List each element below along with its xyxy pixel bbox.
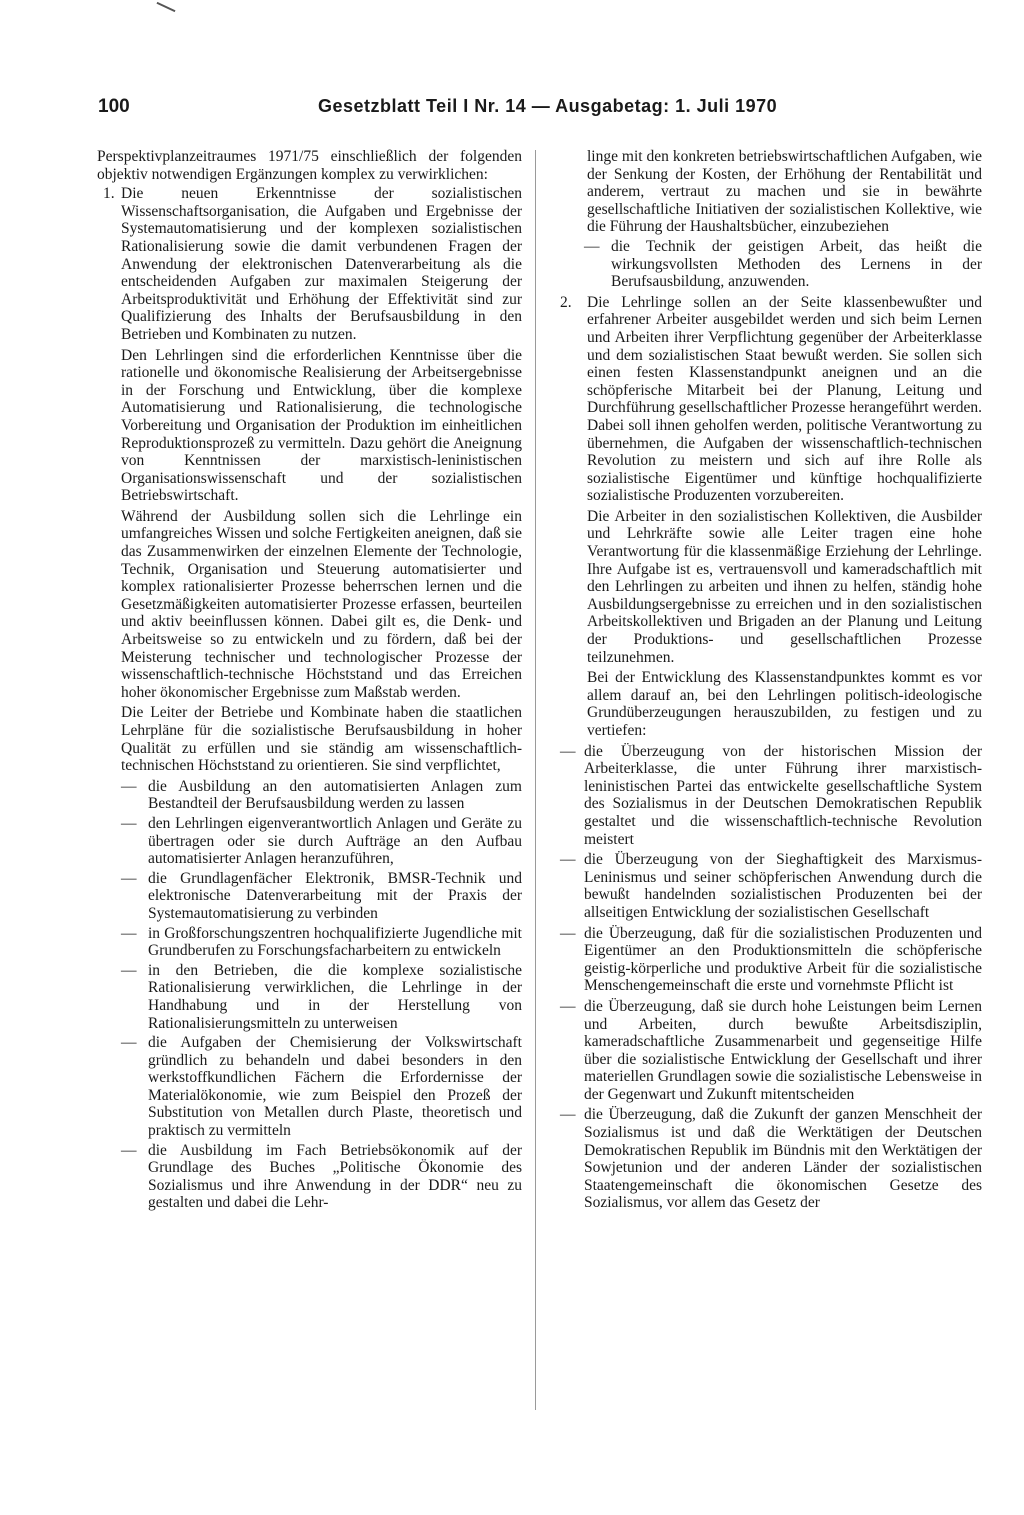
dash-item — [97, 778, 522, 813]
dash-text: die Überzeugung von der Sieghaftigkeit des Marxismus-Leninismus und seiner schöpferischen Anwendung durch die bewußt handelnden sozialistischen Produzenten bei der allseitigen Entwicklung der sozialistischen Gesellschaft — [584, 851, 982, 921]
dash-text: den Lehrlingen eigenverantwortlich Anlagen und Geräte zu übertragen oder sie durch Aufträge an den Aufbau automatisierter Anlagen heranzuführen, — [148, 814, 522, 868]
dash-item — [560, 998, 982, 1104]
list-item-1 — [97, 185, 522, 775]
dash-mark: — — [560, 851, 576, 869]
dash-item — [560, 1106, 982, 1212]
paragraph: Die Lehrlinge sollen an der Seite klassenbewußter und erfahrener Arbeiter ausgebildet werden und sich beim Lernen und Arbeiten ihrer Verpflichtung gegenüber der Arbeiterklasse und dem sozialistischen Staat bewußt werden. Sie sollen sich einen festen Klassenstandpunkt aneignen und an die schöpferische Mitarbeit bei der Planung, Leitung und Durchführung gesellschaftlicher Prozesse herangeführt werden. Dabei soll ihnen geholfen werden, politische Verantwortung zu übernehmen, die Aufgaben der wissenschaftlich-technischen Revolution zu meistern und sich auf ihre Rolle als sozialistische Eigentümer und künftige hochqualifizierte sozialistische Produzenten vorzubereiten. — [587, 293, 982, 505]
page-header — [98, 96, 978, 126]
dash-text: die Überzeugung, daß sie durch hohe Leistungen beim Lernen und Arbeiten, durch bewußte Arbeitsdisziplin, kameradschaftliche Zusammenarbeit und gegenseitige Hilfe über die sozialistische Entwicklung der Gesellschaft und ihrer materiellen Grundlagen sowie die sozialistische Lebensweise in der Gegenwart und Zukunft mitentscheiden — [584, 997, 982, 1103]
dash-text: die Ausbildung im Fach Betriebsökonomik auf der Grundlage des Buches „Politische Ökonomie des Sozialismus und ihre Anwendung in der DDR“ neu zu gestalten und dabei die Lehr- — [148, 1141, 522, 1212]
item-number: 1. — [103, 185, 115, 203]
scan-artifact — [157, 2, 176, 12]
header-title: Gesetzblatt Teil I Nr. 14 — Ausgabetag: 1. Juli 1970 — [318, 96, 778, 116]
dash-mark: — — [121, 1141, 137, 1159]
dash-text: in den Betrieben, die die komplexe sozialistische Rationalisierung verwirklichen, die Lehrlinge in der Handhabung und in der Herstellung von Rationalisierungsmitteln zu unterweisen — [148, 961, 522, 1032]
dash-text: die Technik der geistigen Arbeit, das heißt die wirkungsvollsten Methoden des Lernens in der Berufsausbildung, anzuwenden. — [611, 237, 982, 291]
continuation-paragraph: linge mit den konkreten betriebswirtschaftlichen Aufgaben, wie der Senkung der Kosten, der Erhöhung der Rentabilität und anderem, vertraut zu machen und sie in bewährte gesellschaftliche Initiativen der sozialistischen Kollektive, wie die Führung der Haushaltsbücher, einzubeziehen — [587, 148, 982, 236]
dash-item — [97, 1034, 522, 1140]
dash-item — [97, 1142, 522, 1212]
dash-mark: — — [560, 924, 576, 942]
dash-item — [97, 870, 522, 923]
dash-mark: — — [121, 961, 137, 979]
paragraph: Die Leiter der Betriebe und Kombinate haben die staatlichen Lehrpläne für die sozialistische Berufsausbildung in hoher Qualität zu erfüllen und sie ständig am wissenschaftlich-technischen Höchststand zu orientieren. Sie sind verpflichtet, — [121, 704, 522, 775]
dash-text: die Überzeugung, daß für die sozialistischen Produzenten und Eigentümer an den Produktionsmitteln die schöpferische geistig-körperliche und produktive Arbeit für die sozialistische Menschengemeinschaft die erste und vornehmste Pflicht ist — [584, 924, 982, 995]
paragraph: Während der Ausbildung sollen sich die Lehrlinge ein umfangreiches Wissen und solche Fertigkeiten aneignen, daß sie das Zusammenwirken der einzelnen Elemente der Technologie, Technik, Organisation und Steuerung automatisierter und komplex rationalisierter Prozesse beherrschen lernen und die Gesetzmäßigkeiten automatisierter Prozesse erfassen, beurteilen und aktiv beeinflussen können. Dabei gilt es, die Denk- und Arbeitsweise so zu entwickeln und zu fördern, daß bei der Meisterung technischer und technologischer Prozesse der wissenschaftlich-technische Höchststand und das Erreichen hoher ökonomischer Ergebnisse zum Maßstab werden. — [121, 507, 522, 701]
dash-mark: — — [560, 1106, 576, 1124]
paragraph: Die neuen Erkenntnisse der sozialistischen Wissenschaftsorganisation, die Aufgaben und Ergebnisse der Systemautomatisierung und der komplexen sozialistischen Rationalisierung sowie die damit verbundenen Fragen der Anwendung der elektronischen Datenverarbeitung als die entscheidenden Aufgaben zur maximalen Steigerung der Arbeitsproduktivität und Erhöhung der Effektivität sind zur Qualifizierung des Inhalts der Berufsausbildung in den Betrieben und Kombinaten zu nutzen. — [121, 185, 522, 343]
dash-text: die Aufgaben der Chemisierung der Volkswirtschaft gründlich zu behandeln und dabei besonders in den werkstoffkundlichen Fächern die Erfordernisse der Materialökonomie, wie zum Beispiel den Prozeß der Substitution von Metallen durch Plaste, theoretisch und praktisch zu vermitteln — [148, 1034, 522, 1140]
dash-item — [560, 925, 982, 995]
dash-item — [97, 815, 522, 868]
dash-mark: — — [584, 237, 600, 255]
page-number: 100 — [98, 96, 130, 117]
dash-item — [560, 238, 982, 291]
left-column — [97, 148, 522, 1214]
item-number: 2. — [560, 293, 572, 311]
dash-mark: — — [121, 777, 137, 795]
dash-mark: — — [121, 869, 137, 887]
dash-item — [560, 743, 982, 849]
dash-mark: — — [560, 997, 576, 1015]
dash-mark: — — [121, 924, 137, 942]
paragraph: Den Lehrlingen sind die erforderlichen Kenntnisse über die rationelle und ökonomische Realisierung der Arbeitsergebnisse in der Forschung und Entwicklung, über die komplexe Automatisierung und Rationalisierung, die technologische Vorbereitung und Organisation der Produktion im einheitlichen Reproduktionsprozeß zu vermitteln. Dazu gehört die Aneignung von Kenntnissen der marxistisch-leninistischen Organisationswissenschaft und der sozialistischen Betriebswirtschaft. — [121, 346, 522, 505]
list-item-2 — [560, 294, 982, 740]
dash-text: die Ausbildung an den automatisierten Anlagen zum Bestandteil der Berufsausbildung werden zu lassen — [148, 777, 522, 813]
dash-mark: — — [560, 742, 576, 760]
dash-text: die Überzeugung von der historischen Mission der Arbeiterklasse, die unter Führung ihrer marxistisch-leninistischen Partei das entwickelte gesellschaftliche System des Sozialismus in der Deutschen Demokratischen Republik gestaltet und die wissenschaftlich-technische Revolution meistert — [584, 742, 982, 848]
column-divider — [535, 150, 536, 1410]
paragraph: Bei der Entwicklung des Klassenstandpunktes kommt es vor allem darauf an, bei den Lehrlingen politisch-ideologische Grundüberzeugungen herauszubilden, zu festigen und zu vertiefen: — [587, 669, 982, 739]
dash-text: in Großforschungszentren hochqualifizierte Jugendliche mit Grundberufen zu Forschungsfacharbeitern zu entwickeln — [148, 924, 522, 960]
dash-mark: — — [121, 1034, 137, 1052]
dash-text: die Überzeugung, daß die Zukunft der ganzen Menschheit der Sozialismus ist und daß die Werktätigen der Deutschen Demokratischen Republik im Bündnis mit den Werktätigen der Sowjetunion und der anderen Länder der sozialistischen Staatengemeinschaft die ökonomischen Gesetze des Sozialismus, vor allem das Gesetz der — [584, 1106, 982, 1212]
dash-mark: — — [121, 814, 137, 832]
dash-item — [560, 851, 982, 921]
dash-text: die Grundlagenfächer Elektronik, BMSR-Technik und elektronische Datenverarbeitung mit der Praxis der Systemautomatisierung zu verbinden — [148, 869, 522, 922]
dash-item — [97, 925, 522, 960]
right-column — [560, 148, 982, 1215]
intro-paragraph: Perspektivplanzeitraumes 1971/75 einschließlich der folgenden objektiv notwendigen Ergänzungen komplex zu verwirklichen: — [97, 148, 522, 183]
dash-item — [97, 962, 522, 1032]
paragraph: Die Arbeiter in den sozialistischen Kollektiven, die Ausbilder und Lehrkräfte sowie alle Leiter tragen eine hohe Verantwortung für die klassenmäßige Erziehung der Lehrlinge. Ihre Aufgabe ist es, vertrauensvoll und kameradschaftlich mit den Lehrlingen zu arbeiten und ihnen zu helfen, ständig hohe Ausbildungsergebnisse zu erreichen und in den sozialistischen Arbeitskollektiven und Brigaden an der Planung und Leitung der Produktions- und gesellschaftlichen Prozesse teilzunehmen. — [587, 507, 982, 666]
